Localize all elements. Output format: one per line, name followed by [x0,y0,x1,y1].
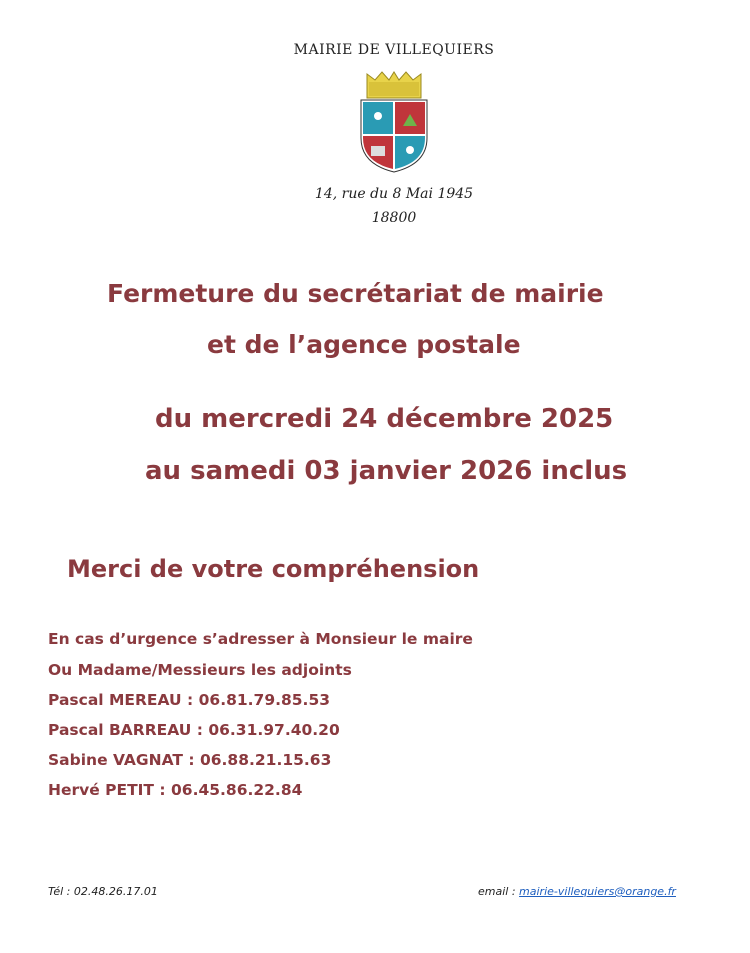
contact-sabine-vagnat: Sabine VAGNAT : 06.88.21.15.63 [48,751,332,769]
closure-date-to: au samedi 03 janvier 2026 inclus [145,456,628,486]
contact-pascal-barreau: Pascal BARREAU : 06.31.97.40.20 [48,721,340,739]
email-label: email : [478,885,520,898]
contact-pascal-mereau: Pascal MEREAU : 06.81.79.85.53 [48,691,331,709]
footer-telephone: Tél : 02.48.26.17.01 [48,885,158,898]
closure-heading-line1: Fermeture du secrétariat de mairie [107,279,604,308]
footer-email [478,885,676,898]
contact-herve-petit: Hervé PETIT : 06.45.86.22.84 [48,781,303,799]
closure-date-from: du mercredi 24 décembre 2025 [155,404,614,434]
address-street: 14, rue du 8 Mai 1945 [314,186,474,202]
closure-heading-line2: et de l’agence postale [207,330,521,359]
thanks-message: Merci de votre compréhension [67,555,480,583]
coat-of-arms-icon [355,70,433,174]
emergency-intro: En cas d’urgence s’adresser à Monsieur le maire [48,630,473,648]
mairie-title: MAIRIE DE VILLEQUIERS [293,42,495,58]
address-postcode: 18800 [371,210,417,226]
email-link[interactable]: mairie-villequiers@orange.fr [519,885,676,898]
emergency-intro-2: Ou Madame/Messieurs les adjoints [48,661,352,679]
